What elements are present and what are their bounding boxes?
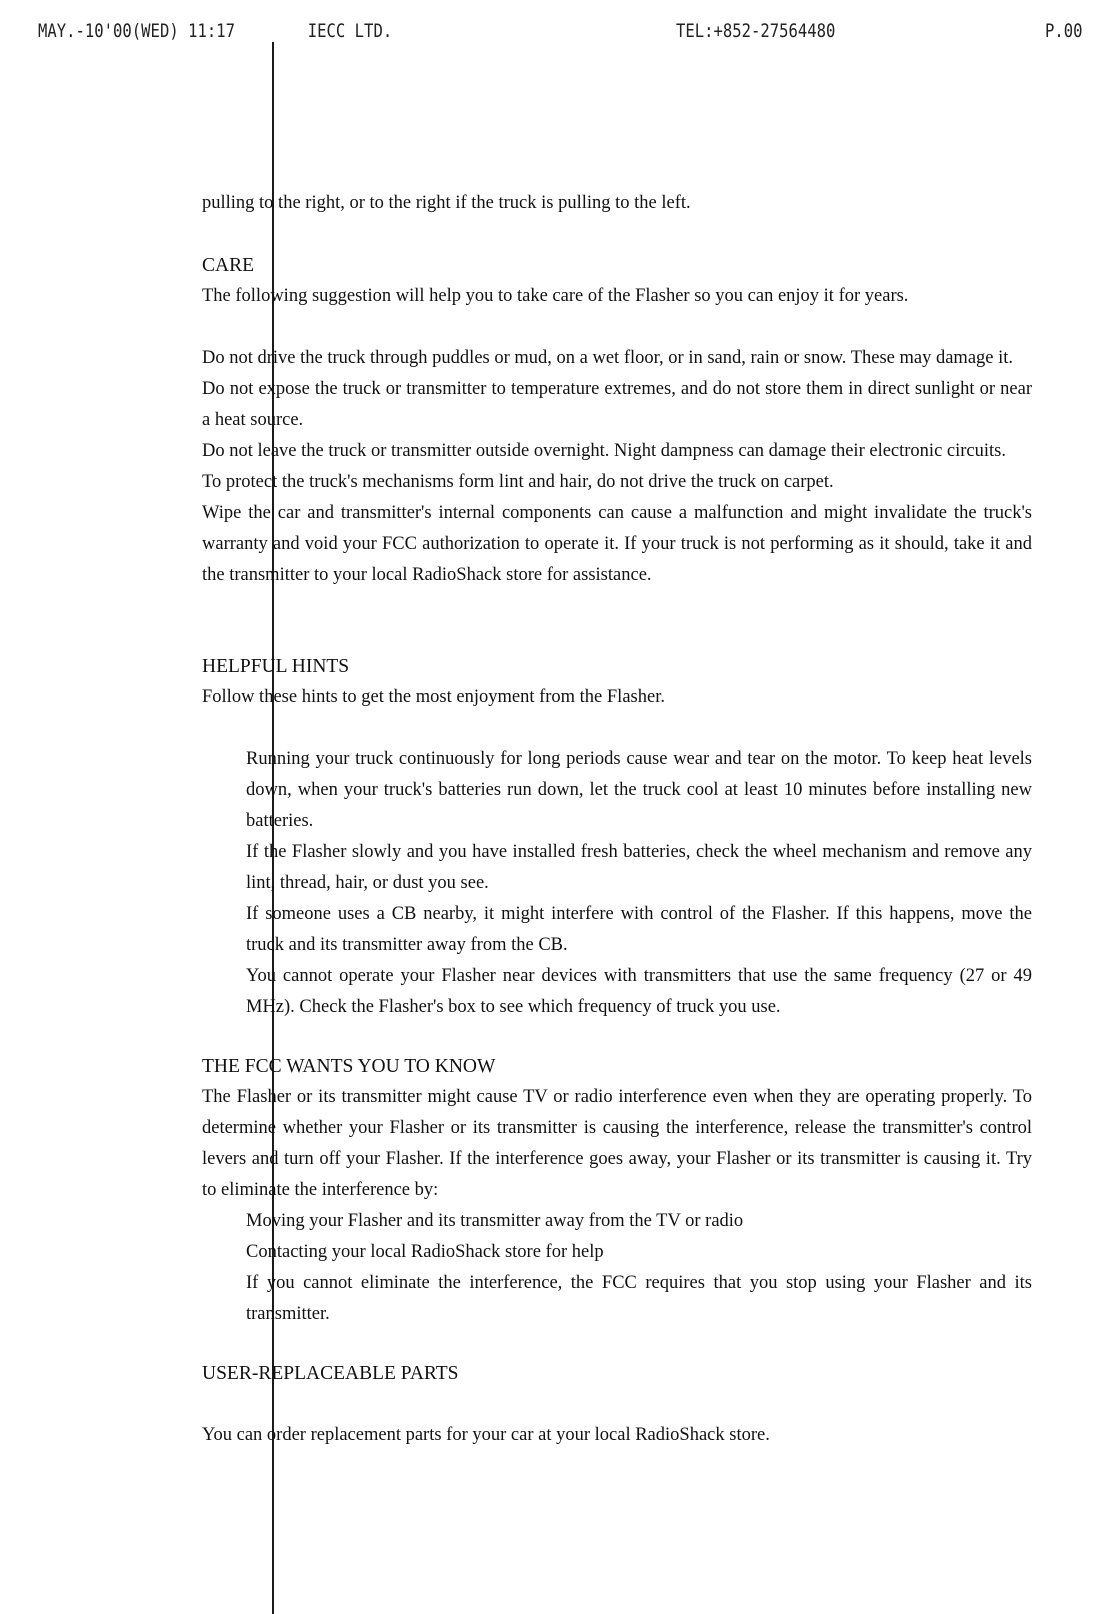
document-body [202, 188, 1032, 1451]
care-item: To protect the truck's mechanisms form lint and hair, do not drive the truck on carpet. [202, 472, 834, 492]
fax-company: IECC LTD. [307, 20, 393, 42]
hint-item: If the Flasher slowly and you have installed fresh batteries, check the wheel mechanism and remove any lint, thread, hair, or dust you see. [246, 842, 1032, 893]
hint-item: Running your truck continuously for long periods cause wear and tear on the motor. To keep heat levels down, when your truck's batteries run down, let the truck cool at least 10 minutes before installing new batteries. [246, 749, 1032, 831]
hints-intro: Follow these hints to get the most enjoyment from the Flasher. [202, 687, 665, 707]
parts-text: You can order replacement parts for your car at your local RadioShack store. [202, 1425, 770, 1445]
hint-item: You cannot operate your Flasher near devices with transmitters that use the same frequency (27 or 49 MHz). Check the Flasher's box to see which frequency of truck you use. [246, 966, 1032, 1017]
care-item: Do not expose the truck or transmitter to temperature extremes, and do not store them in direct sunlight or near a heat source. [202, 379, 1032, 430]
fcc-intro: The Flasher or its transmitter might cause TV or radio interference even when they are operating properly. To determine whether your Flasher or its transmitter is causing the interference, release the transmitter's control levers and turn off your Flasher. If the interference goes away, your Flasher or its transmitter is causing it. Try to eliminate the interference by: [202, 1087, 1032, 1200]
fax-date-time: MAY.-10'00(WED) 11:17 [38, 20, 235, 42]
fax-page-number: P.00 [1044, 20, 1083, 42]
hints-heading: HELPFUL HINTS [202, 656, 350, 677]
care-heading: CARE [202, 255, 255, 276]
fcc-item: Contacting your local RadioShack store for help [246, 1242, 604, 1262]
fcc-item: Moving your Flasher and its transmitter away from the TV or radio [246, 1211, 744, 1231]
care-item: Do not drive the truck through puddles or mud, on a wet floor, or in sand, rain or snow. These may damage it. [202, 348, 1014, 368]
fax-telephone: TEL:+852-27564480 [675, 20, 836, 42]
hint-item: If someone uses a CB nearby, it might interfere with control of the Flasher. If this happens, move the truck and its transmitter away from the CB. [246, 904, 1032, 955]
intro-fragment: pulling to the right, or to the right if the truck is pulling to the left. [202, 193, 691, 213]
care-item: Wipe the car and transmitter's internal components can cause a malfunction and might invalidate the truck's warranty and void your FCC authorization to operate it. If your truck is not performing as it should, take it and the transmitter to your local RadioShack store for assistance. [202, 503, 1032, 585]
care-item: Do not leave the truck or transmitter outside overnight. Night dampness can damage their electronic circuits. [202, 441, 1006, 461]
fax-header [38, 20, 1083, 48]
parts-heading: USER-REPLACEABLE PARTS [202, 1363, 459, 1384]
fcc-heading: THE FCC WANTS YOU TO KNOW [202, 1056, 496, 1077]
care-intro: The following suggestion will help you to take care of the Flasher so you can enjoy it for years. [202, 286, 909, 306]
fcc-item: If you cannot eliminate the interference, the FCC requires that you stop using your Flasher and its transmitter. [246, 1273, 1032, 1324]
